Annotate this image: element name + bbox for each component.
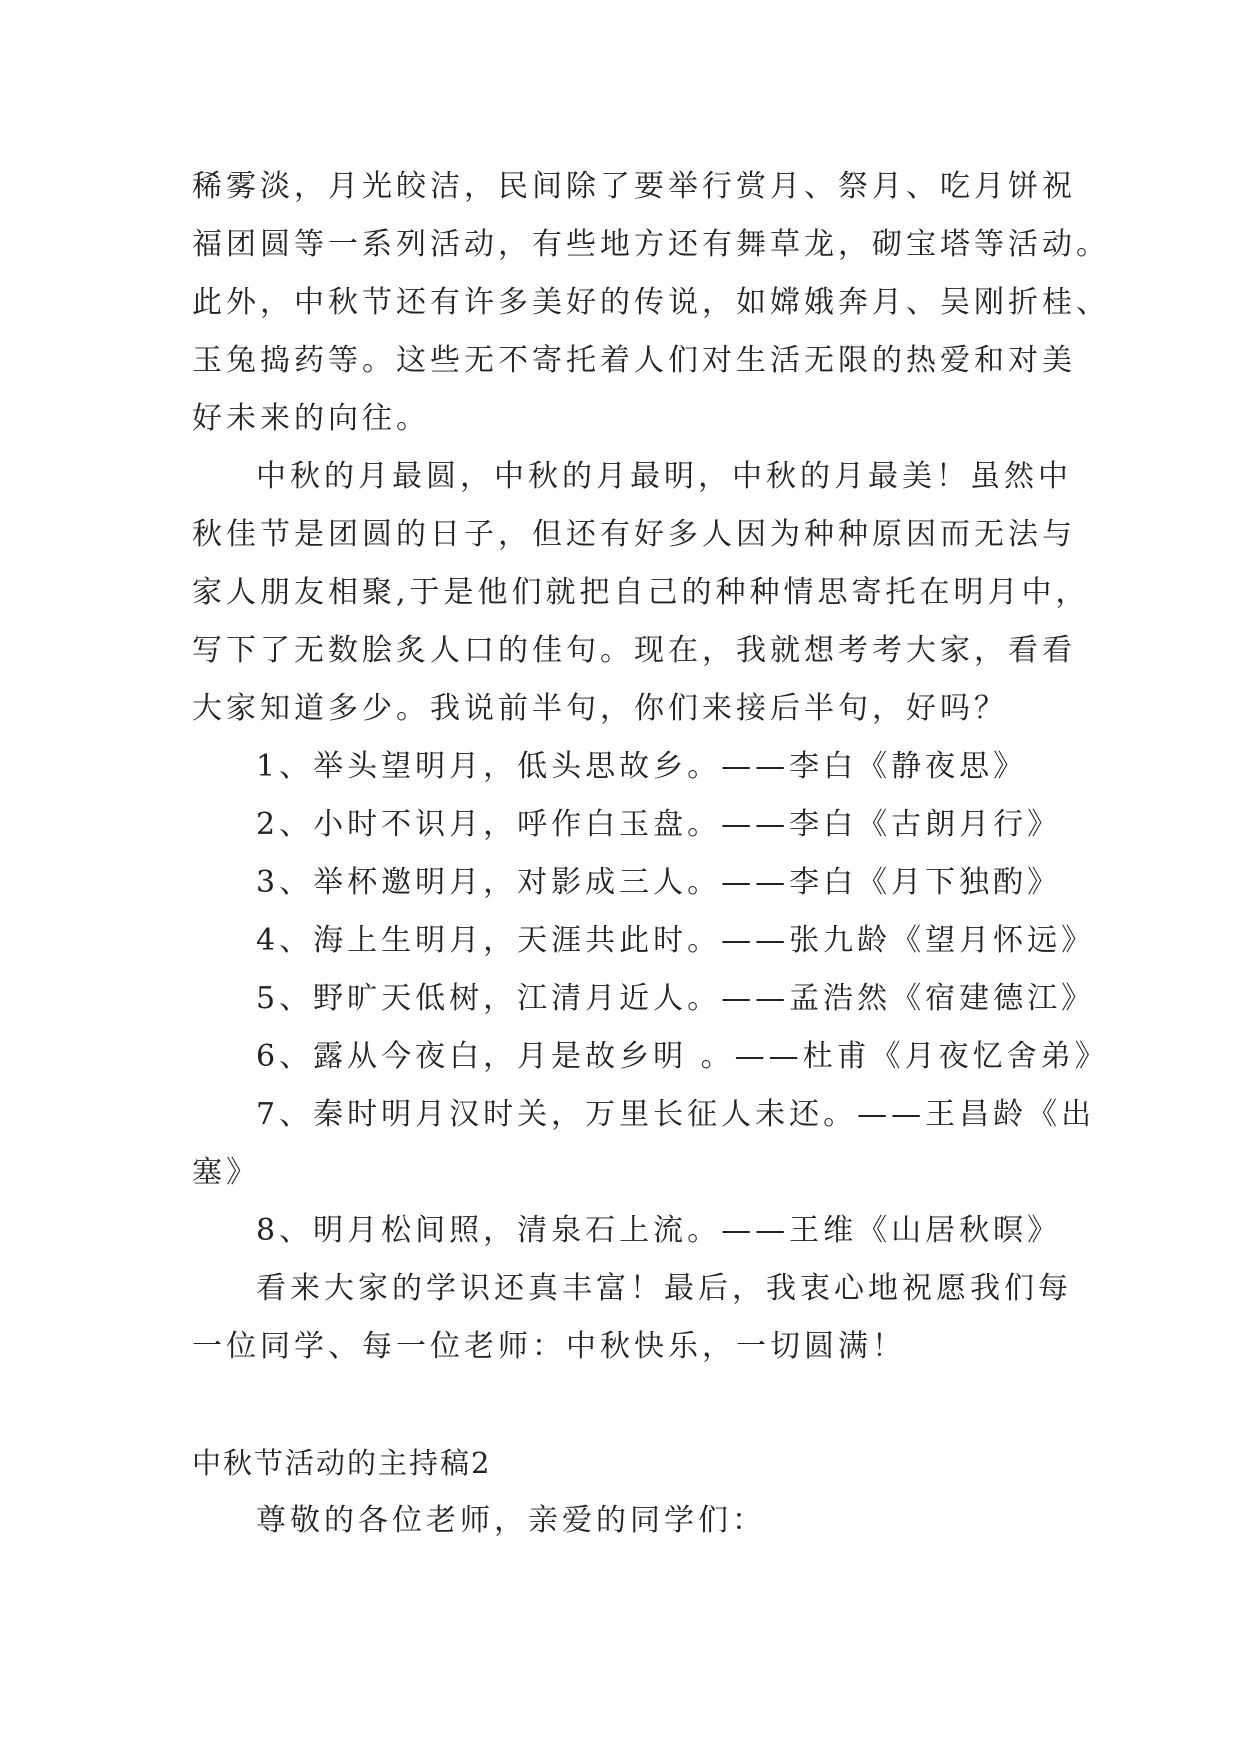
poem-item-6: 6、露从今夜白，月是故乡明 。——杜甫《月夜忆舍弟》 <box>256 1039 1109 1074</box>
text-line: 福团圆等一系列活动，有些地方还有舞草龙，砌宝塔等活动。 <box>192 227 1110 262</box>
text-line: 玉兔捣药等。这些无不寄托着人们对生活无限的热爱和对美 <box>192 343 1076 378</box>
text-line: 稀雾淡，月光皎洁，民间除了要举行赏月、祭月、吃月饼祝 <box>192 169 1076 204</box>
poem-item-2: 2、小时不识月，呼作白玉盘。——李白《古朗月行》 <box>256 807 1062 842</box>
text-line: 一位同学、每一位老师：中秋快乐，一切圆满！ <box>192 1329 906 1364</box>
text-line: 此外，中秋节还有许多美好的传说，如嫦娥奔月、吴刚折桂、 <box>192 285 1110 320</box>
section-title: 中秋节活动的主持稿2 <box>192 1446 492 1480</box>
paragraph-start-line: 中秋的月最圆，中秋的月最明，中秋的月最美！虽然中 <box>256 459 1072 494</box>
poem-item-1: 1、举头望明月，低头思故乡。——李白《静夜思》 <box>256 749 1028 784</box>
document-body <box>192 158 1110 1550</box>
poem-item-4: 4、海上生明月，天涯共此时。——张九龄《望月怀远》 <box>256 923 1096 958</box>
paragraph-start-line: 看来大家的学识还真丰富！最后，我衷心地祝愿我们每 <box>256 1271 1072 1306</box>
text-line: 家人朋友相聚,于是他们就把自己的种种情思寄托在明月中， <box>192 575 1090 610</box>
poem-item-3: 3、举杯邀明月，对影成三人。——李白《月下独酌》 <box>256 865 1062 900</box>
text-line: 写下了无数脍炙人口的佳句。现在，我就想考考大家，看看 <box>192 633 1076 668</box>
poem-item-7-continued: 塞》 <box>192 1155 260 1190</box>
section-spacer <box>192 1376 1050 1434</box>
poem-item-5: 5、野旷天低树，江清月近人。——孟浩然《宿建德江》 <box>256 981 1096 1016</box>
greeting-line: 尊敬的各位老师，亲爱的同学们： <box>256 1503 766 1538</box>
text-line: 秋佳节是团圆的日子，但还有好多人因为种种原因而无法与 <box>192 517 1076 552</box>
text-line: 大家知道多少。我说前半句，你们来接后半句，好吗？ <box>192 691 1008 726</box>
poem-item-8: 8、明月松间照，清泉石上流。——王维《山居秋暝》 <box>256 1213 1062 1248</box>
text-line: 好未来的向往。 <box>192 401 430 436</box>
poem-item-7: 7、秦时明月汉时关，万里长征人未还。——王昌龄《出 <box>256 1097 1096 1132</box>
